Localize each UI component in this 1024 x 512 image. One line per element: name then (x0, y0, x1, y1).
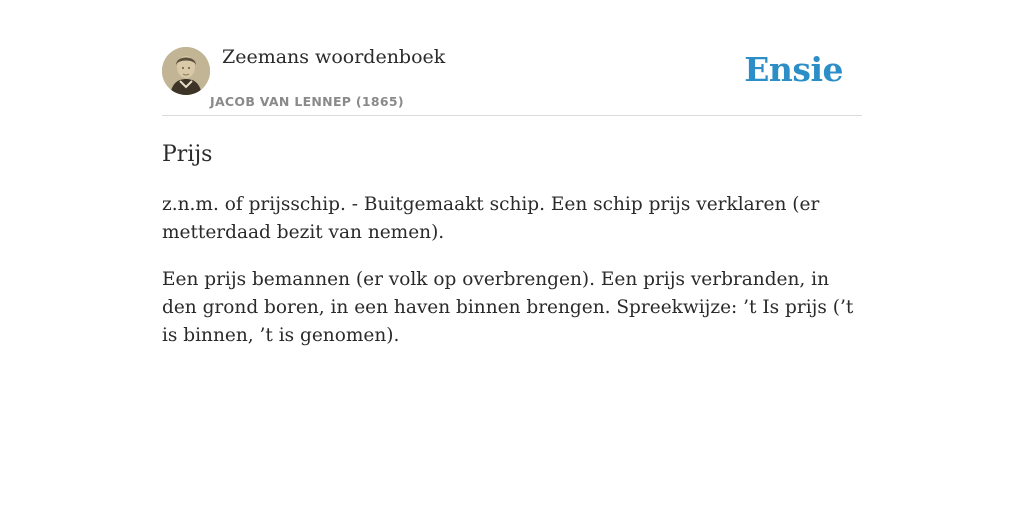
book-title-link[interactable]: Zeemans woordenboek (222, 46, 446, 68)
author-portrait-icon (162, 47, 210, 95)
page-content (162, 44, 862, 350)
entry-paragraph: Een prijs bemannen (er volk op overbrengen). Een prijs verbranden, in den grond boren, in een haven binnen brengen. Spreekwijze: ’t Is prijs (’t is binnen, ’t is genomen). (162, 269, 854, 346)
book-header (162, 44, 862, 116)
ensie-logo[interactable]: Ensie (744, 50, 843, 89)
entry-paragraph: z.n.m. of prijsschip. - Buitgemaakt schip. Een schip prijs verklaren (er metterdaad bezit van nemen). (162, 194, 820, 243)
book-author: JACOB VAN LENNEP (1865) (210, 94, 404, 109)
author-avatar[interactable] (162, 47, 210, 95)
entry-title: Prijs (162, 142, 213, 167)
